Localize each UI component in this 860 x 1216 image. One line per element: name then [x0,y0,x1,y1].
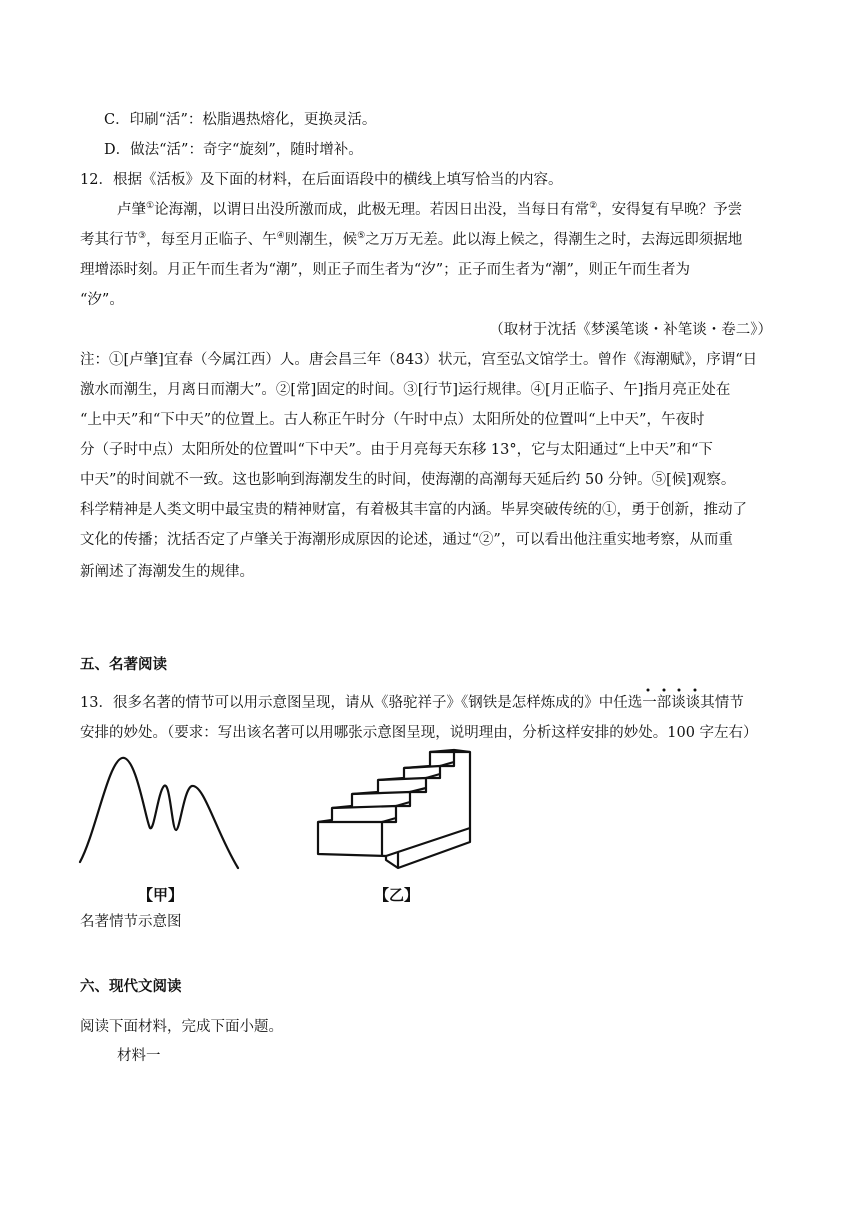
passage-line-4: “汐”。 [80,292,124,308]
passage-text: 论海潮，以谓日出没所激而成，此极无理。若因日出没，当每日有常 [154,202,590,218]
q13-text: 13．很多名著的情节可以用示意图呈现，请从《骆驼祥子》《钢铁是怎样炼成的》中 [80,695,614,711]
section-5-heading: 五、名著阅读 [80,657,167,673]
figure-label-jia: 【甲】 [138,886,184,904]
passage-text: ，安得复有早晚？予尝 [597,202,743,218]
note-marker: ① [146,201,155,212]
passage-line-3: 理增添时刻。月正午而生者为“潮”，则正子而生者为“汐”；正子而生者为“潮”，则正午而生者为 [80,262,690,278]
emphasized-text: 任选一部 [613,695,672,711]
figure-caption: 名著情节示意图 [80,914,182,930]
passage-text: 卢肇 [117,202,146,218]
plot-diagram-yi [312,748,478,872]
q13-text: 谈谈其情节 [671,695,744,711]
plot-diagram-jia [76,752,242,872]
section-6-heading: 六、现代文阅读 [80,979,182,995]
note-line-3: “上中天”和“下中天”的位置上。古人称正午时分（午时中点）太阳所处的位置叫“上中天”，午夜时 [80,412,705,428]
option-c: C．印刷“活”：松脂遇热熔化，更换灵活。 [104,112,377,128]
note-marker: ③ [138,231,147,242]
reading-instruction: 阅读下面材料，完成下面小题。 [80,1019,283,1035]
passage-line-2 [80,230,742,250]
fill-paragraph-line-2: 文化的传播；沈括否定了卢肇关于海潮形成原因的论述，通过“②”，可以看出他注重实地考察，从而重 [80,532,733,548]
passage-line-1 [117,200,742,220]
passage-text: 考其行节 [80,232,138,248]
passage-text: 之万万无差。此以海上候之，得潮生之时，去海远即须据地 [365,232,743,248]
passage-source: （取材于沈括《梦溪笔谈・补笔谈・卷二》） [489,322,772,338]
note-marker: ④ [276,231,285,242]
figure-label-yi: 【乙】 [374,886,420,904]
option-d: D．做法“活”：奇字“旋刻”，随时增补。 [104,142,363,158]
note-line-2: 激水而潮生，月离日而潮大”。②[常]固定的时间。③[行节]运行规律。④[月正临子、午]指月亮正处在 [80,382,731,398]
note-line-5: 中天”的时间就不一致。这也影响到海潮发生的时间，使海潮的高潮每天延后约 50 分钟。⑤[候]观察。 [80,472,736,488]
passage-text: ，每至月正临子、午 [146,232,277,248]
fill-paragraph-line-1: 科学精神是人类文明中最宝贵的精神财富，有着极其丰富的内涵。毕昇突破传统的①，勇于创新，推动了 [80,502,747,518]
emphasis-dots [640,686,710,694]
question-12-stem: 12．根据《活板》及下面的材料，在后面语段中的横线上填写恰当的内容。 [80,172,563,188]
note-marker: ⑤ [357,231,366,242]
fill-paragraph-line-3: 新阐述了海潮发生的规律。 [80,564,254,580]
material-one-label: 材料一 [117,1048,161,1064]
passage-text: 则潮生，候 [284,232,358,248]
note-line-4: 分（子时中点）太阳所处的位置叫“下中天”。由于月亮每天东移 13°，它与太阳通过“上中天”和“下 [80,442,713,458]
question-13-line-1 [80,693,744,713]
note-line-1: 注：①[卢肇]宜春（今属江西）人。唐会昌三年（843）状元，宫至弘文馆学士。曾作《海潮赋》，序谓“日 [80,352,758,368]
note-marker: ② [589,201,598,212]
question-13-line-2: 安排的妙处。（要求：写出该名著可以用哪张示意图呈现，说明理由，分析这样安排的妙处。100 字左右） [80,725,758,741]
